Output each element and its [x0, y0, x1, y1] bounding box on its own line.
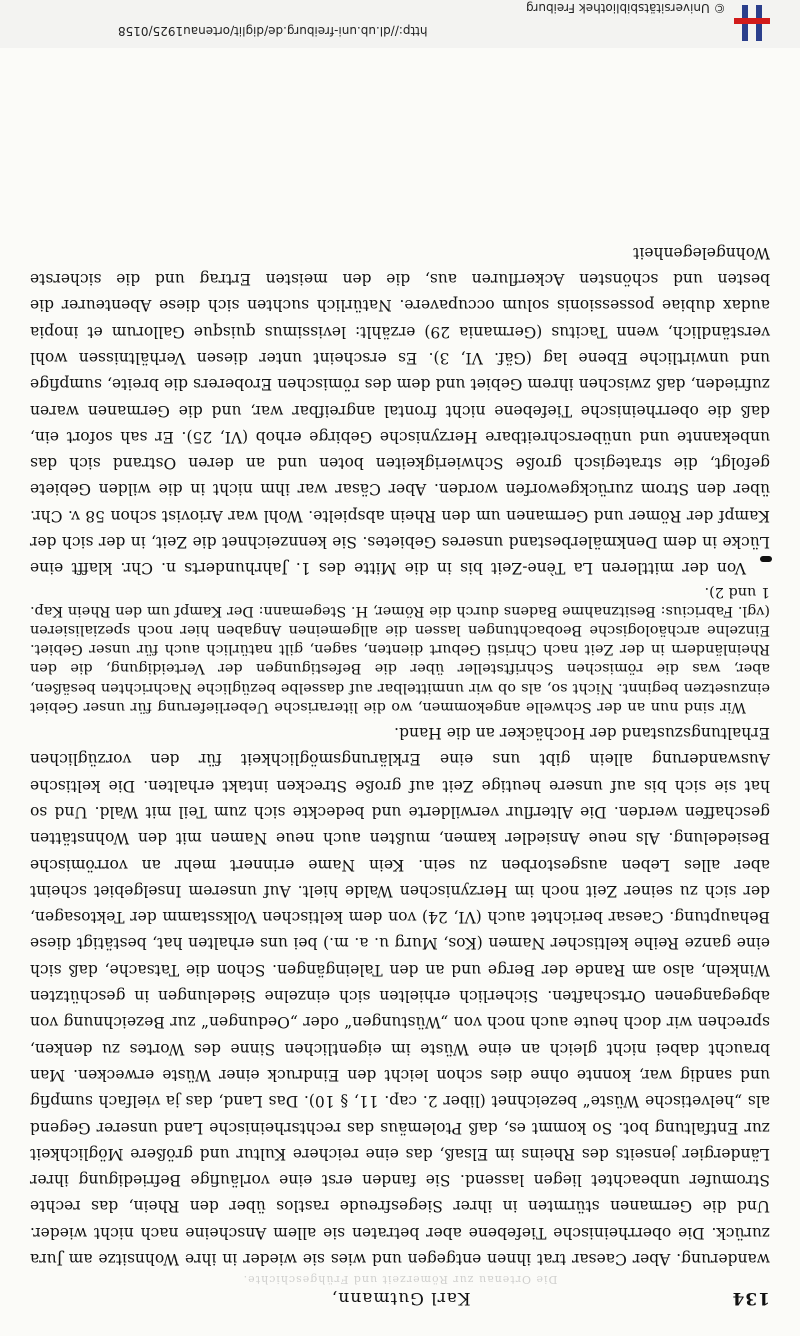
page-content-rotated — [0, 48, 800, 1336]
university-logo-icon — [732, 4, 772, 44]
document-url[interactable]: http://dl.ub.uni-freiburg.de/diglit/ortenau1925/0158 — [118, 24, 428, 38]
page-header — [30, 1288, 770, 1308]
page-number: 134 — [731, 1288, 770, 1308]
viewer-header-bar — [0, 0, 800, 48]
paragraph-2: Wir sind nun an der Schwelle angekommen, wo die literarische Ueberlieferung für unser Gebiet einzusetzen beginnt. Nicht so, als ob wir unmittelbar auf dasselbe bezügliche Nachrichten besäßen, aber, was die römischen Schriftsteller über die Befestigungen der Verteidigung, die den Rheinländern in der Zeit nach Christi Geburt dienten, sagen, gilt natürlich auch für unser Gebiet. Einzelne archäologische Beobachtungen lassen die allgemeinen Angaben hier noch spezialisieren (vgl. Fabricius: Besitznahme Badens durch die Römer, H. Stegemann: Der Kampf um den Rhein Kap. 1 und 2). — [30, 583, 770, 715]
page-text — [30, 239, 770, 1308]
running-head-author: Karl Gutmann, — [330, 1288, 471, 1308]
ink-mark — [760, 556, 772, 562]
bleed-through-text: Die Ortenau zur Römerzeit und Frühgeschichte. — [242, 1273, 558, 1286]
scanned-page — [0, 48, 800, 1336]
library-credit: © Universitätsbibliothek Freiburg — [526, 1, 726, 15]
paragraph-3: Von der mittleren La Tène-Zeit bis in die Mitte des 1. Jahrhunderts n. Chr. klafft eine Lücke in dem Denkmälerbestand unseres Gebietes. Sie kennzeichnet die Zeit, in der sich der Kampf der Römer und Germanen um den Rhein abspielte. Wohl war Ariovist schon 58 v. Chr. über den Strom zurückgeworfen worden. Aber Cäsar war ihm nicht in die wilden Gebiete gefolgt, die strategisch große Schwierigkeiten boten und an deren Ostrand sich das unbekannte und unüberschreitbare Herzynische Gebirge erhob (VI, 25). Er sah sofort ein, daß die oberrheinische Tiefebene nicht frontal angreifbar war, und die Germanen waren zufrieden, daß zwischen ihrem Gebiet und dem des römischen Eroberers die breite, sumpfige und unwirtliche Ebene lag (Gäf. VI, 3). Es erscheint unter diesen Verhältnissen wohl verständlich, wenn Tacitus (Germania 29) erzählt: levissimus quisque Gallorum et inopia audax dubiae possessionis solum occupavere. Natürlich suchten sich diese Abenteurer die besten und schönsten Ackerfluren aus, die den meisten Ertrag und die sicherste Wohngelegenheit — [30, 243, 770, 578]
paragraph-1: wanderung. Aber Caesar trat ihnen entgegen und wies sie wieder in ihre Wohnsitze am Jura zurück. Die oberrheinische Tiefebene aber betraten sie allem Anscheine nach nicht wieder. Und die Germanen stürmten in ihrer Siegesfreude rastlos über den Rhein, das rechte Stromufer unbeachtet liegen lassend. Sie fanden erst eine vorläufige Befriedigung ihrer Ländergier jenseits des Rheins im Elsaß, das eine reichere Kultur und größere Möglichkeit zur Entfaltung bot. So kommt es, daß Ptolemäus das rechtsrheinische Land unserer Gegend als „helvetische Wüste“ bezeichnet (liber 2. cap. 11, § 10). Das Land, das ja vielfach sumpfig und sandig war, konnte ohne dies schon leicht den Eindruck einer Wüste erwecken. Man braucht dabei nicht gleich an eine Wüste im eigentlichen Sinne des Wortes zu denken, sprechen wir doch heute auch noch von „Wüstungen“ oder „Oedungen“ zur Bezeichnung von abgegangenen Ortschaften. Sicherlich erhielten sich einzelne Siedelungen in geschützten Winkeln, also am Rande der Berge und an den Taleingängen. Schon die Tatsache, daß sich eine ganze Reihe keltischer Namen (Kos, Murg u. a. m.) bei uns erhalten hat, bestätigt diese Behauptung. Caesar berichtet auch (VI, 24) von dem keltischen Volksstamm der Tektosagen, der sich zu seiner Zeit noch im Herzynischen Walde hielt. Auf unserem Inselgebiet scheint aber alles Leben ausgestorben zu sein. Kein Name erinnert mehr an vorrömische Besiedelung. Als neue Ansiedler kamen, mußten auch neue Namen mit den Wohnstätten geschaffen werden. Die Alterflur verwilderte und bedeckte sich zum Teil mit Wald. Und so hat sie sich bis auf unsere heutige Zeit auf große Strecken intakt erhalten. Die keltische Auswanderung allein gibt uns eine Erklärungsmöglichkeit für den vorzüglichen Erhaltungszustand der Hochäcker an die Hand. — [30, 724, 770, 1268]
